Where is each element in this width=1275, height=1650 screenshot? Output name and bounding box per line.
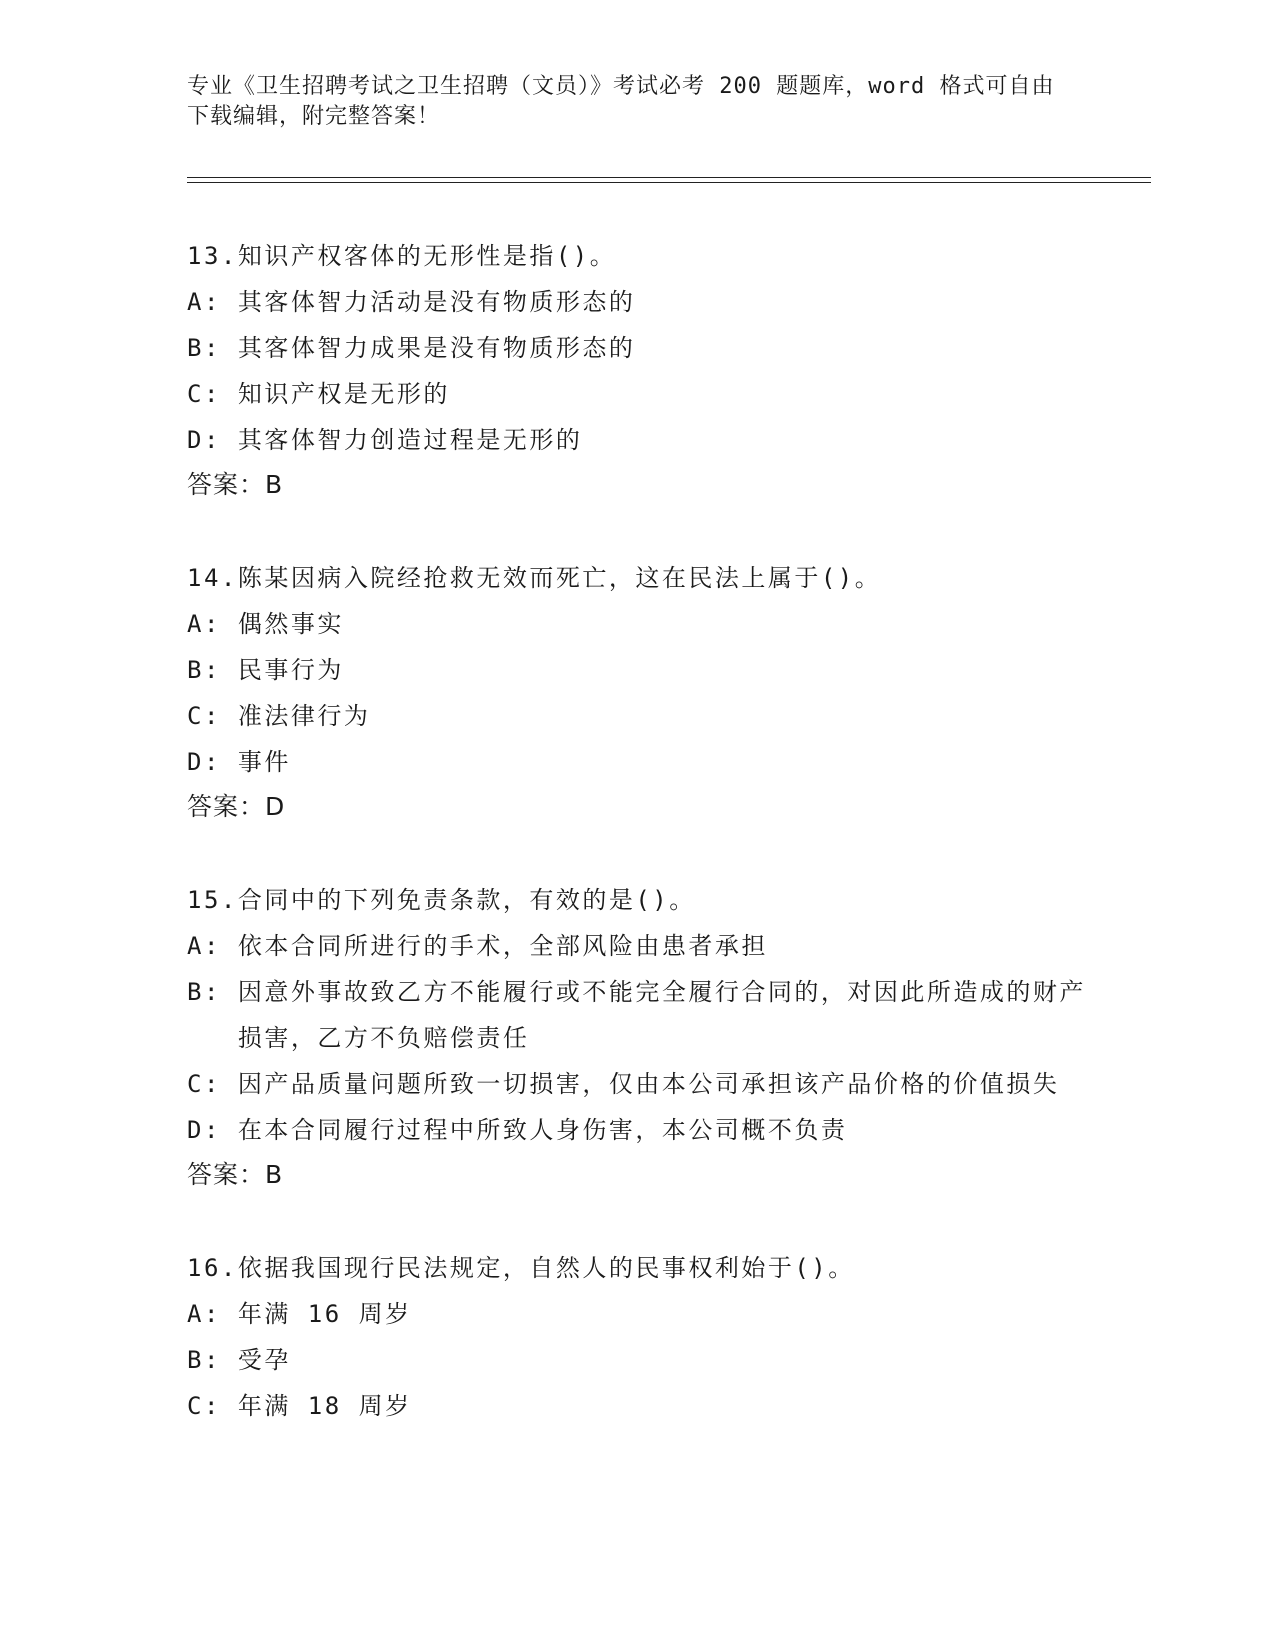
option-letter: C: (187, 702, 238, 730)
option-letter: B: (187, 978, 238, 1006)
option-row (187, 325, 1087, 371)
option-letter: C: (187, 1070, 238, 1098)
option-row (187, 1291, 1087, 1337)
option-row (187, 1383, 1087, 1429)
option-row (187, 1061, 1087, 1107)
header-divider-bottom (187, 182, 1151, 183)
option-text: 其客体智力创造过程是无形的 (237, 426, 583, 454)
option-row (187, 417, 1087, 463)
option-row (187, 923, 1087, 969)
option-text: 因意外事故致乙方不能履行或不能完全履行合同的，对因此所造成的财产损害，乙方不负赔偿责任 (237, 978, 1086, 1052)
option-row (187, 1337, 1087, 1383)
answer-line: 答案：D (187, 792, 286, 821)
option-text: 在本合同履行过程中所致人身伤害，本公司概不负责 (237, 1116, 848, 1144)
header-divider-top (187, 177, 1151, 178)
document-header: 专业《卫生招聘考试之卫生招聘（文员）》考试必考 200 题题库，word 格式可自由下载编辑，附完整答案！ (187, 74, 1055, 129)
option-text: 其客体智力成果是没有物质形态的 (237, 334, 636, 362)
option-text: 事件 (237, 748, 291, 776)
option-letter: B: (187, 656, 238, 684)
option-letter: B: (187, 334, 238, 362)
option-letter: A: (187, 932, 238, 960)
option-letter: D: (187, 1116, 238, 1144)
option-text: 准法律行为 (237, 702, 371, 730)
option-text: 年满 18 周岁 (237, 1392, 412, 1420)
answer-line: 答案：B (187, 1160, 284, 1189)
question-block (187, 1245, 1087, 1429)
question-stem: 13.知识产权客体的无形性是指()。 (187, 242, 617, 270)
question-stem: 16.依据我国现行民法规定，自然人的民事权利始于()。 (187, 1254, 855, 1282)
option-text: 因产品质量问题所致一切损害，仅由本公司承担该产品价格的价值损失 (237, 1070, 1060, 1098)
option-text: 年满 16 周岁 (237, 1300, 412, 1328)
question-block (187, 233, 1087, 507)
option-text: 依本合同所进行的手术，全部风险由患者承担 (237, 932, 768, 960)
option-row (187, 647, 1087, 693)
option-row (187, 601, 1087, 647)
question-stem: 14.陈某因病入院经抢救无效而死亡，这在民法上属于()。 (187, 564, 882, 592)
option-row (187, 693, 1087, 739)
answer-line: 答案：B (187, 470, 284, 499)
option-row (187, 1107, 1087, 1153)
option-row (187, 371, 1087, 417)
option-letter: B: (187, 1346, 238, 1374)
question-block (187, 555, 1087, 829)
option-letter: D: (187, 748, 238, 776)
option-letter: A: (187, 610, 238, 638)
option-row (187, 279, 1087, 325)
option-text: 民事行为 (237, 656, 344, 684)
question-block (187, 877, 1087, 1197)
option-text: 知识产权是无形的 (237, 380, 450, 408)
option-letter: C: (187, 380, 238, 408)
option-letter: A: (187, 288, 238, 316)
question-stem: 15.合同中的下列免责条款，有效的是()。 (187, 886, 696, 914)
option-text: 受孕 (237, 1346, 291, 1374)
option-letter: C: (187, 1392, 238, 1420)
option-text: 其客体智力活动是没有物质形态的 (237, 288, 636, 316)
option-row (187, 739, 1087, 785)
option-letter: A: (187, 1300, 238, 1328)
option-letter: D: (187, 426, 238, 454)
option-text: 偶然事实 (237, 610, 344, 638)
question-list (187, 233, 1087, 1477)
option-row (187, 969, 1087, 1061)
